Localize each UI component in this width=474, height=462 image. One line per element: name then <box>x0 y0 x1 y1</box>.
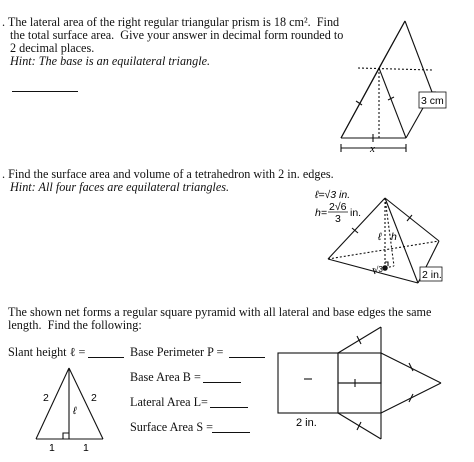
base-area-label: Base Area B = <box>130 370 201 384</box>
prism-base-label: x <box>370 143 375 155</box>
tetrahedron-h-denominator: 3 <box>335 213 341 225</box>
problem2-hint: Hint: All four faces are equilateral triangles. <box>10 180 230 194</box>
prism-figure <box>341 21 436 152</box>
triangle-base-right: 1 <box>83 442 89 454</box>
problem2-line-1: . Find the surface area and volume of a tetrahedron with 2 in. edges. <box>2 167 334 181</box>
tetrahedron-edge-label: 2 in. <box>422 269 442 281</box>
surface-area-label: Surface Area S = <box>130 420 214 434</box>
problem1-line-2: the total surface area. Give your answer in decimal form rounded to <box>10 28 344 42</box>
problem3-line-1: The shown net forms a regular square pyramid with all lateral and base edges the same <box>8 305 432 319</box>
triangle-side-left: 2 <box>43 392 49 404</box>
triangle-side-right: 2 <box>91 392 97 404</box>
tetrahedron-apothem-label: √3 <box>374 265 383 274</box>
problem1-line-3: 2 decimal places. <box>10 41 95 55</box>
tetrahedron-h-label: h <box>391 231 397 243</box>
triangle-height-label: ℓ <box>73 405 77 417</box>
slant-height-label: Slant height ℓ = <box>8 345 86 359</box>
prism-height-label: 3 cm <box>421 95 444 107</box>
tetrahedron-h-numerator: 2√6 <box>329 201 347 213</box>
problem1-hint: Hint: The base is an equilateral triangle. <box>10 54 211 68</box>
tetrahedron-slant-note: ℓ=√3 in. <box>315 189 351 201</box>
lateral-area-label: Lateral Area L= <box>130 395 208 409</box>
problem1-line-1: . The lateral area of the right regular triangular prism is 18 cm². Find <box>2 15 340 29</box>
tetrahedron-h-prefix: h= <box>315 207 327 219</box>
tetrahedron-l-label: ℓ <box>378 231 382 243</box>
triangle-base-left: 1 <box>49 442 55 454</box>
net-edge-label: 2 in. <box>296 417 317 429</box>
base-perimeter-label: Base Perimeter P = <box>130 345 224 359</box>
tetrahedron-h-unit: in. <box>350 207 362 219</box>
problem3-line-2: length. Find the following: <box>8 318 142 332</box>
